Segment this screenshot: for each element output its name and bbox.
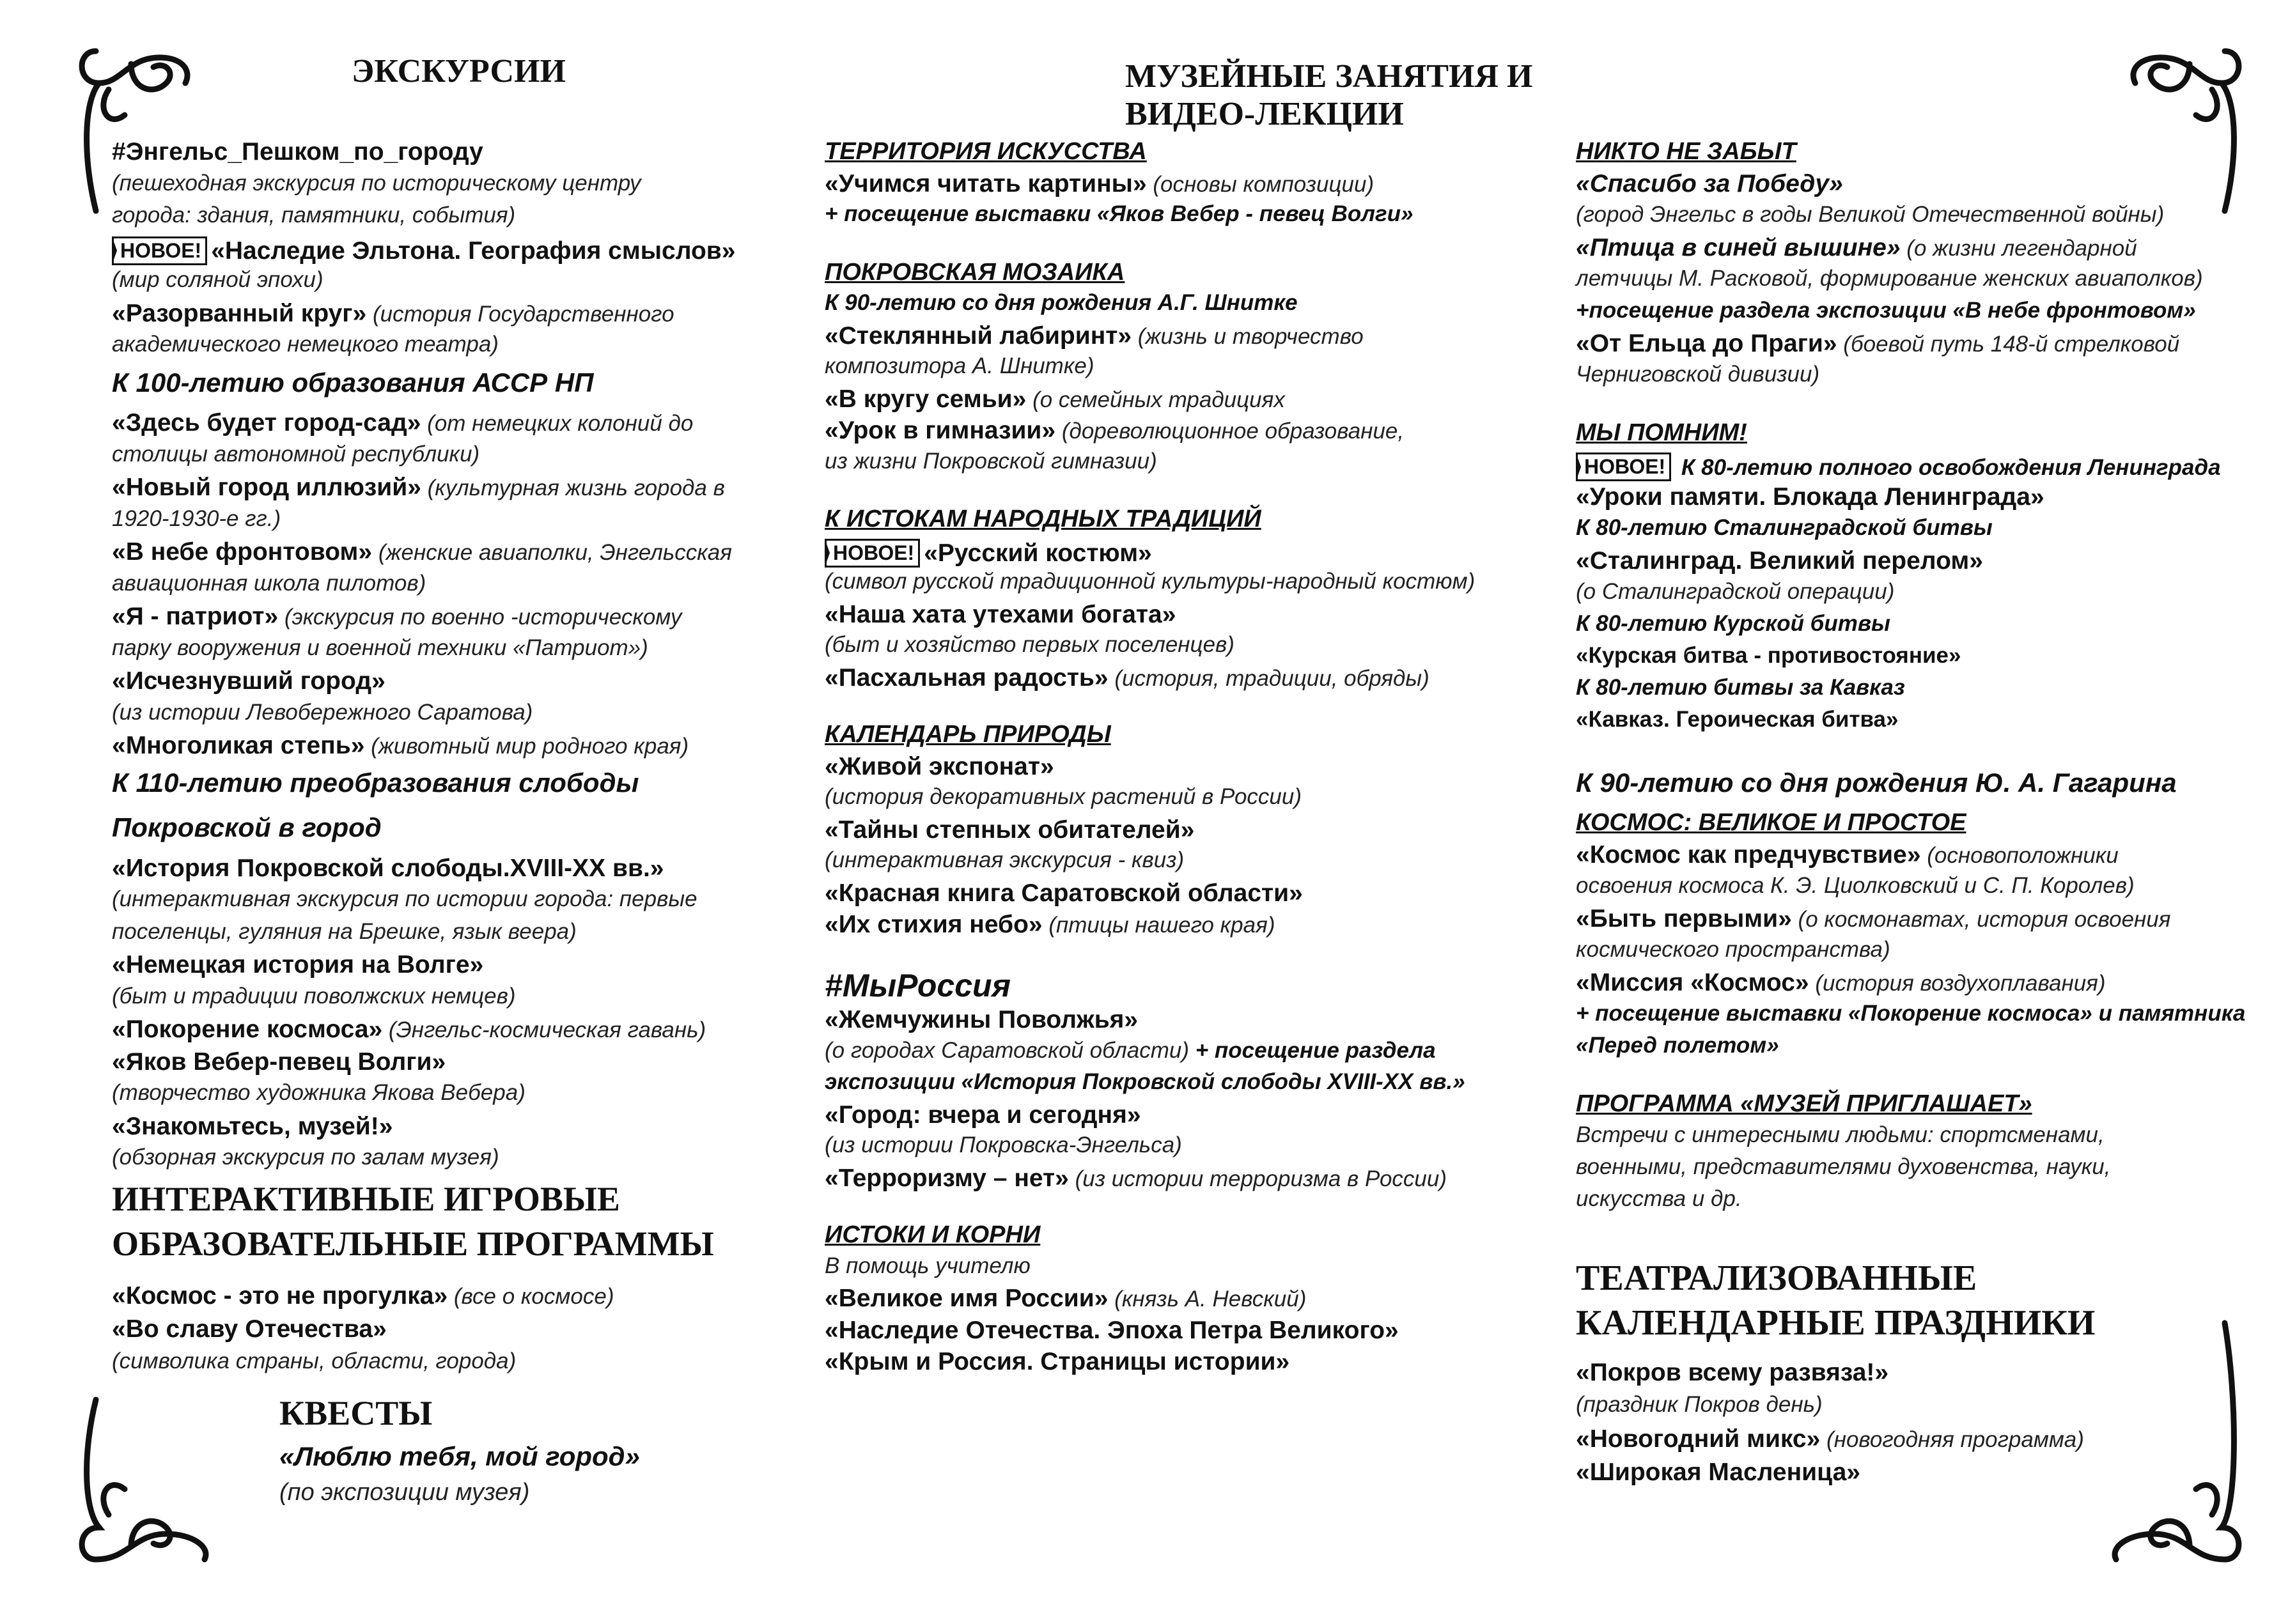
item-description: (Энгельс-космическая гавань) [382,1017,706,1042]
item-description: (князь А. Невский) [1108,1287,1307,1311]
item-title: «Великое имя России» [825,1285,1109,1312]
item-description: (о семейных традициях [1026,387,1285,412]
list-item [1576,708,1898,731]
list-item [825,387,1285,412]
item-description: (обзорная экскурсия по залам музея) [112,1145,499,1170]
list-item [825,139,1147,164]
list-item [825,633,1234,656]
list-item [1576,203,2164,226]
list-item [112,669,385,693]
item-title: «Космос - это не прогулка» [112,1282,448,1310]
list-item [112,507,281,530]
new-badge: НОВОЕ! [825,539,920,568]
item-title: «Живой экспонат» [825,752,1054,780]
list-item [1576,970,2106,995]
list-item [112,1146,499,1168]
item-note: + посещение выставки «Покорение космоса» и памятника [1576,1001,2246,1026]
list-item [825,507,1261,531]
item-description: (животный мир родного края) [364,734,689,759]
list-item [1576,1360,1888,1385]
item-description: города: здания, памятники, события) [112,203,516,228]
item-description: (интерактивная экскурсия - квиз) [825,847,1185,872]
list-item [112,1350,516,1372]
item-title: «Наследие Отечества. Эпоха Петра Великого» [825,1316,1399,1344]
list-item [112,985,516,1007]
list-item [825,203,1413,225]
item-title: «Красная книга Саратовской области» [825,879,1303,907]
theatre-title-line1: ТЕАТРАЛИЗОВАННЫЕ [1576,1258,1977,1298]
list-item [112,1049,446,1074]
list-item [1576,676,1905,699]
item-note: +посещение раздела экспозиции «В небе фронтовом» [1576,298,2196,323]
item-title: «Исчезнувший город» [112,667,385,695]
list-item [825,570,1475,592]
list-item [825,450,1157,472]
corner-ornament-bottom-right-icon [2097,1310,2250,1579]
list-item [112,1317,387,1342]
list-item [112,1081,525,1104]
section-heading: КАЛЕНДАРЬ ПРИРОДЫ [825,721,1111,748]
list-item [825,1007,1138,1032]
item-description: (новогодняя программа) [1820,1427,2084,1452]
list-item [825,291,1298,314]
subheading: К 100-летию образования АССР НП [112,367,594,398]
section-heading: ТЕРРИТОРИЯ ИСКУССТВА [825,138,1147,165]
list-item [825,1071,1465,1093]
museum-title: МУЗЕЙНЫЕ ЗАНЯТИЯ И ВИДЕО-ЛЕКЦИИ [1125,58,1533,132]
item-title: «Стеклянный лабиринт» [825,321,1132,350]
item-description: (символ русской традиционной культуры-народный костюм) [825,569,1475,594]
item-description: (история, традиции, обряды) [1108,665,1429,691]
list-item [825,754,1054,779]
item-description: (история декоративных растений в России) [825,784,1302,809]
item-title: «Русский костюм» [924,539,1152,567]
list-item [825,967,1011,1003]
list-item [1576,1393,1823,1416]
item-title: «Широкая Масленица» [1576,1458,1860,1486]
item-title: «Покров всему развяза!» [1576,1359,1889,1386]
list-item [1576,1427,2084,1451]
quest-name: «Люблю тебя, мой город» [279,1441,640,1471]
item-note: + посещение выставки «Яков Вебер - певец Волги» [825,201,1413,226]
item-description: освоения космоса К. Э. Циолковский и С. П. Королев) [1576,873,2135,898]
list-item [1576,267,2203,290]
item-description: (о городах Саратовской области) [825,1037,1195,1063]
section-heading: МЫ ПОМНИМ! [1576,419,1747,446]
item-title: «Наша хата утехами богата» [825,600,1176,628]
item-description: (история Государственного [366,301,674,327]
item-description: (город Энгельс в годы Великой Отечественной войны) [1576,202,2165,227]
list-item [112,539,732,564]
corner-ornament-top-right-icon [2122,32,2250,224]
list-item [825,1286,1306,1311]
item-title: «Тайны степных обитателей» [825,816,1195,844]
item-title: «Знакомьтесь, музей!» [112,1112,393,1140]
item-title: «Миссия «Космос» [1576,969,1809,996]
item-description: (дореволюционное образование, [1055,419,1405,444]
new-badge: НОВОЕ! [1576,452,1671,481]
item-title: «Во славу Отечества» [112,1315,387,1343]
list-item [112,301,674,326]
item-title: «Спасибо за Победу» [1576,170,1843,197]
section-heading: #МыРоссия [825,967,1011,1003]
list-item [1576,1124,2105,1146]
interactive-title-line2: ОБРАЗОВАТЕЛЬНЫЕ ПРОГРАММЫ [112,1225,714,1263]
list-item [112,1114,393,1139]
item-description: военными, представителями духовенства, науки, [1576,1154,2111,1179]
item-title: «Учимся читать картины» [825,169,1147,197]
list-item [112,769,639,796]
list-item [1576,842,2119,867]
item-title: «Терроризму – нет» [825,1164,1069,1192]
item-description: (праздник Покров день) [1576,1392,1823,1417]
item-title: #Энгельс_Пешком_по_городу [112,138,483,166]
item-description: (быт и традиции поволжских немцев) [112,983,516,1009]
list-item [825,665,1429,690]
list-item [112,856,664,881]
item-title: «В кругу семьи» [825,385,1027,413]
item-description: (история воздухоплавания) [1809,971,2106,996]
item-title: «Курская битва - противостояние» [1576,643,1961,668]
list-item [1576,548,1983,573]
item-title: «Наследие Эльтона. География смыслов» [211,236,736,265]
item-title: «Многоликая степь» [112,732,365,759]
item-description: космического пространства) [1576,937,1890,962]
section-heading: ИСТОКИ И КОРНИ [825,1221,1041,1248]
list-item [825,323,1364,348]
item-title: «Немецкая история на Волге» [112,951,484,978]
list-item [825,602,1176,627]
item-description: композитора А. Шнитке) [825,353,1094,378]
list-item [1576,421,1747,445]
list-item [825,1039,1436,1062]
list-item [112,604,681,629]
list-item [1576,171,1843,196]
item-description: (основоположники [1920,843,2119,868]
list-item [112,733,689,758]
item-description: (из истории Левобережного Саратова) [112,699,533,725]
list-item [112,920,577,943]
item-description: (от немецких колоний до [421,411,694,436]
list-item [112,572,426,594]
item-description: (мир соляной эпохи) [112,267,323,292]
item-description: Черниговской дивизии) [1576,362,1820,387]
list-item [1576,580,1894,603]
list-item [825,1134,1182,1156]
list-item [1576,938,1890,961]
item-title: «Птица в синей вышине» [1576,234,1901,261]
subheading: К 90-летию со дня рождения Ю. А. Гагарина [1576,768,2177,798]
list-item [112,475,725,500]
item-title: «Крым и Россия. Страницы истории» [825,1348,1290,1375]
item-description: (культурная жизнь города в [421,476,725,500]
list-item [825,881,1303,906]
item-title: «Жемчужины Поволжья» [825,1006,1139,1033]
item-description: (боевой путь 148-й стрелковой [1837,332,2180,357]
list-item [1576,874,2135,897]
list-item [1576,1187,1742,1210]
corner-ornament-bottom-left-icon [70,1387,224,1579]
section-heading: НИКТО НЕ ЗАБЫТ [1576,138,1796,165]
list-item [112,443,479,465]
item-title: «Разорванный круг» [112,299,367,327]
item-title: «История Покровской слободы.XVIII-XX вв.» [112,854,664,882]
list-item [112,172,641,194]
list-item [1576,644,1961,667]
list-item [1576,235,2137,260]
item-title: «Космос как предчувствие» [1576,841,1921,869]
item-description: (экскурсия по военно -историческому [278,605,682,630]
list-item [112,236,735,265]
new-badge: НОВОЕ! [112,236,207,265]
list-item [825,539,1152,568]
list-item [112,952,483,977]
list-item [1576,331,2179,356]
item-description: (интерактивная экскурсия по истории города: первые [112,886,697,911]
list-item [1576,769,2177,796]
item-note: К 90-летию со дня рождения А.Г. Шнитке [825,290,1298,315]
item-title: «Новогодний микс» [1576,1425,1821,1453]
item-description: столицы автономной республики) [112,441,480,467]
item-description: (символика страны, области, города) [112,1349,517,1373]
item-title: «Пасхальная радость» [825,663,1109,692]
item-title: «Кавказ. Героическая битва» [1576,707,1899,732]
item-title: «От Ельца до Праги» [1576,330,1837,357]
list-item [1576,1002,2245,1025]
item-description: искусства и др. [1576,1186,1742,1211]
item-description: (пешеходная экскурсия по историческому центру [112,170,641,196]
item-note: «Перед полетом» [1576,1033,1779,1058]
list-item [1576,1460,1860,1485]
list-item [112,1283,614,1308]
item-title: «Сталинград. Великий перелом» [1576,547,1983,575]
list-item [825,849,1184,871]
list-item [112,369,593,396]
item-description: академического немецкого театра) [112,332,499,357]
list-item [825,355,1094,377]
item-title: «Их стихия небо» [825,911,1043,938]
list-item [112,637,648,659]
list-item [1576,1156,2110,1178]
list-item [112,204,515,226]
list-item [1576,1034,1779,1056]
list-item [1576,452,2221,481]
item-description: (творчество художника Якова Вебера) [112,1080,525,1105]
item-note: К 80-летию Курской битвы [1576,611,1890,636]
theatre-title-line2: КАЛЕНДАРНЫЕ ПРАЗДНИКИ [1576,1303,2096,1343]
list-item [112,268,323,291]
item-description: летчицы М. Расковой, формирование женских авиаполков) [1576,266,2203,291]
item-description: поселенцы, гуляния на Брешке, язык веера) [112,918,577,944]
list-item [825,1318,1399,1343]
list-item [1576,906,2170,931]
list-item [1576,484,2044,509]
subheading: Покровской в город [112,812,382,842]
list-item [825,1102,1141,1127]
item-title: «Урок в гимназии» [825,417,1056,444]
item-description: Встречи с интересными людьми: спортсменами, [1576,1122,2105,1147]
section-heading: КОСМОС: ВЕЛИКОЕ И ПРОСТОЕ [1576,809,1966,836]
list-item [112,410,693,435]
item-description: (о космонавтах, история освоения [1791,907,2171,932]
list-item [112,1017,706,1042]
item-description: авиационная школа пилотов) [112,570,426,596]
item-description: 1920-1930-е гг.) [112,506,281,531]
item-description: парку вооружения и военной техники «Патриот») [112,635,648,660]
subheading: К 110-летию преобразования слободы [112,767,639,798]
item-title: «В небе фронтовом» [112,538,373,566]
list-item [1576,516,1993,539]
quest-desc: (по экспозиции музея) [279,1479,530,1506]
item-title: «Новый город иллюзий» [112,474,421,501]
item-description: (из истории терроризма в России) [1068,1166,1447,1191]
item-title: «Уроки памяти. Блокада Ленинграда» [1576,483,2044,511]
list-item [825,1255,1031,1277]
list-item [112,888,697,910]
item-title: «Яков Вебер-певец Волги» [112,1048,446,1076]
list-item [825,260,1125,284]
item-title: «Покорение космоса» [112,1016,383,1043]
item-description: В помощь учителю [825,1253,1031,1278]
list-item [112,139,483,164]
item-description: (о Сталинградской операции) [1576,579,1895,604]
item-title: «Я - патриот» [112,603,279,630]
quests-title: КВЕСТЫ [279,1394,433,1432]
list-item [112,814,382,841]
list-item [825,418,1404,443]
list-item [112,701,533,723]
item-description: (о жизни легендарной [1900,236,2137,261]
list-item [1576,363,1819,385]
list-item [825,171,1374,196]
section-heading: К ИСТОКАМ НАРОДНЫХ ТРАДИЦИЙ [825,506,1261,532]
item-title: «Быть первыми» [1576,905,1792,932]
item-description: (все о космосе) [448,1284,614,1309]
list-item [825,1349,1289,1374]
item-note: + посещение раздела [1195,1037,1436,1063]
list-item [1576,139,1796,164]
list-item [825,1166,1447,1191]
list-item [1576,1092,2032,1116]
list-item [1576,299,2196,321]
item-title: «Город: вчера и сегодня» [825,1101,1141,1129]
item-description: (быт и хозяйство первых поселенцев) [825,632,1234,657]
list-item [112,333,499,355]
list-item [825,722,1111,746]
item-title: «Здесь будет город-сад» [112,409,421,437]
item-description: (жизнь и творчество [1132,323,1364,349]
interactive-title-line1: ИНТЕРАКТИВНЫЕ ИГРОВЫЕ [112,1180,620,1218]
item-note: экспозиции «История Покровской слободы XVIII-XX вв.» [825,1069,1465,1094]
item-description: (птицы нашего края) [1042,913,1275,938]
list-item [825,785,1302,808]
list-item [1576,612,1890,635]
item-description: (из истории Покровска-Энгельса) [825,1133,1182,1157]
list-item [825,912,1275,937]
item-description: из жизни Покровской гимназии) [825,448,1157,474]
excursions-title: ЭКСКУРСИИ [352,53,566,89]
list-item [1576,810,1966,835]
list-item [825,817,1194,842]
section-heading: ПРОГРАММА «МУЗЕЙ ПРИГЛАШАЕТ» [1576,1090,2032,1117]
item-note: К 80-летию Сталинградской битвы [1576,515,1993,540]
item-note: К 80-летию полного освобождения Ленинграда [1675,455,2221,480]
item-description: (женские авиаполки, Энгельсская [372,540,732,565]
item-description: (основы композиции) [1146,171,1374,197]
section-heading: ПОКРОВСКАЯ МОЗАИКА [825,258,1125,286]
list-item [825,1223,1040,1247]
item-note: К 80-летию битвы за Кавказ [1576,675,1905,700]
